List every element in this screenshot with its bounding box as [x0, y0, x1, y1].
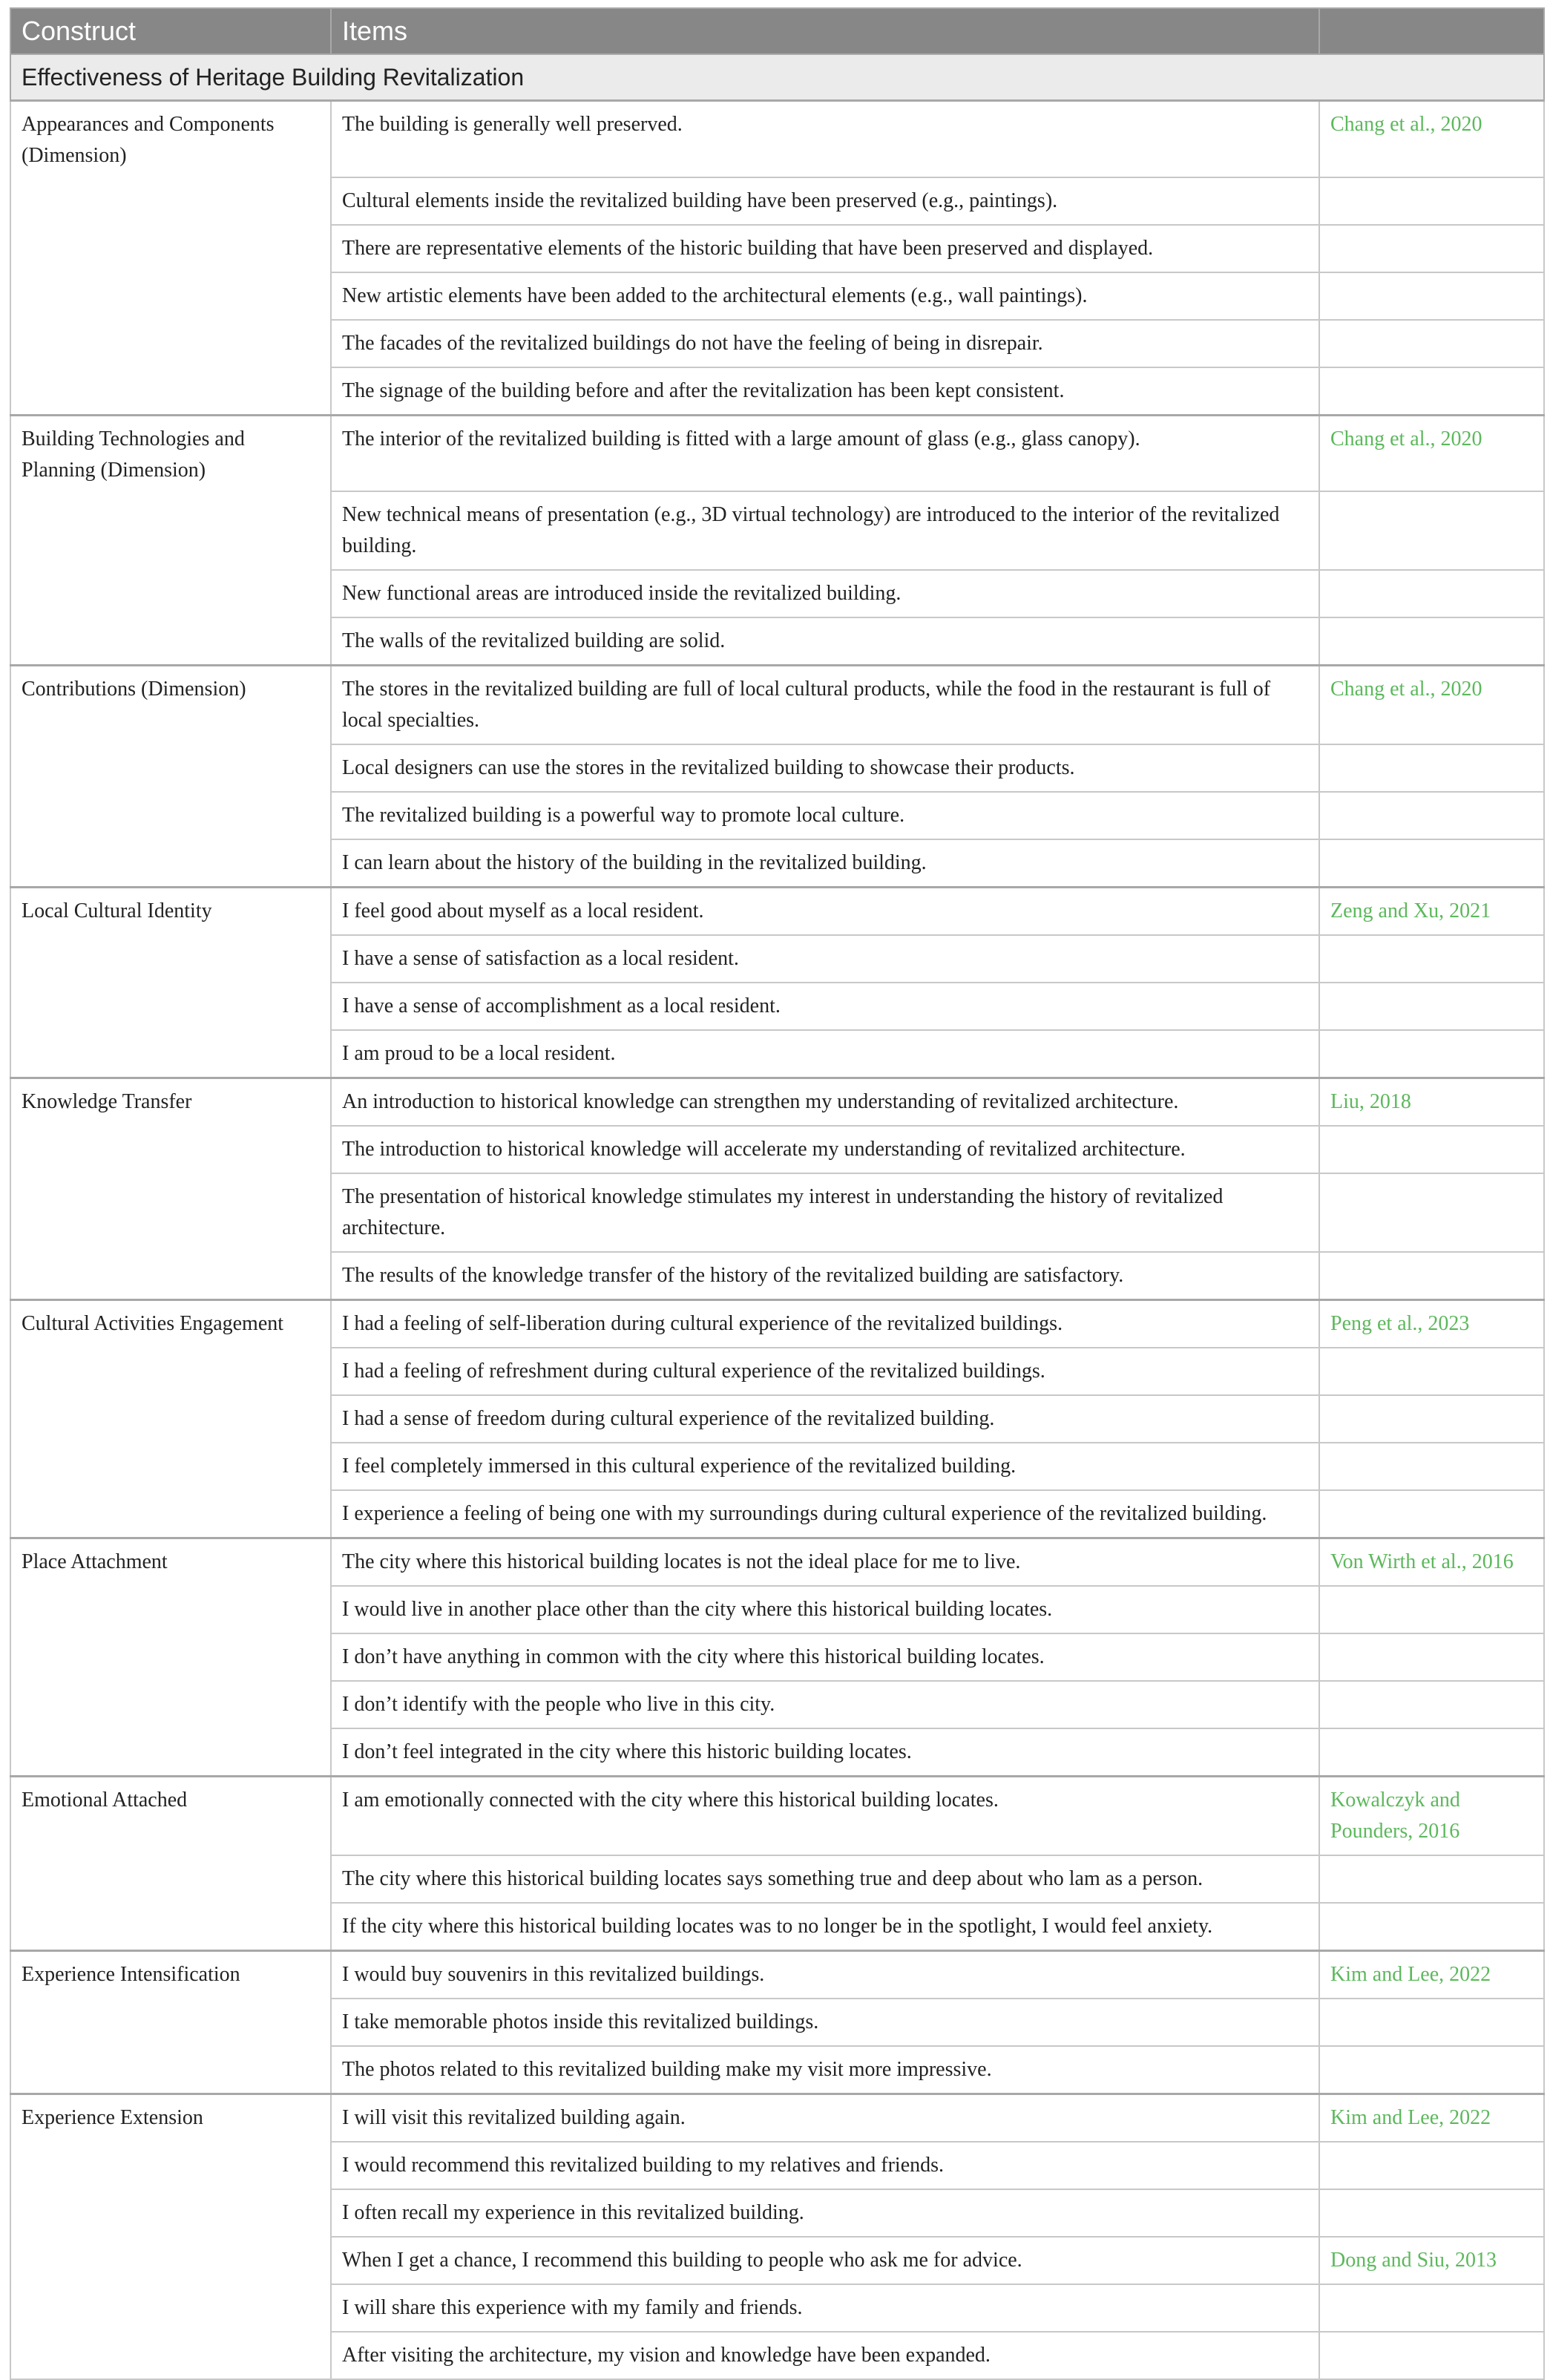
section-title: Effectiveness of Heritage Building Revitalization: [10, 54, 1544, 101]
table-container: [10, 7, 1543, 2380]
reference-cell: Zeng and Xu, 2021: [1319, 888, 1544, 936]
item-cell: The stores in the revitalized building are full of local cultural products, while the food in the restaurant is full of local specialties.: [331, 666, 1319, 745]
reference-cell: Chang et al., 2020: [1319, 415, 1544, 491]
reference-cell: Kim and Lee, 2022: [1319, 1951, 1544, 1999]
item-cell: After visiting the architecture, my vision and knowledge have been expanded.: [331, 2332, 1319, 2379]
table-row: [10, 415, 1544, 491]
header-construct: Construct: [10, 8, 331, 54]
reference-cell: [1319, 320, 1544, 367]
reference-cell: [1319, 1728, 1544, 1777]
item-cell: The revitalized building is a powerful way to promote local culture.: [331, 792, 1319, 839]
item-cell: The building is generally well preserved.: [331, 101, 1319, 177]
reference-cell: [1319, 1030, 1544, 1078]
reference-cell: [1319, 1126, 1544, 1173]
item-cell: I had a feeling of refreshment during cultural experience of the revitalized buildings.: [331, 1348, 1319, 1395]
table-row: [10, 1078, 1544, 1127]
item-cell: There are representative elements of the historic building that have been preserved and displayed.: [331, 225, 1319, 272]
reference-cell: Peng et al., 2023: [1319, 1300, 1544, 1348]
reference-cell: [1319, 1586, 1544, 1633]
item-cell: I will share this experience with my family and friends.: [331, 2284, 1319, 2332]
section-row: [10, 54, 1544, 101]
item-cell: The facades of the revitalized buildings do not have the feeling of being in disrepair.: [331, 320, 1319, 367]
item-cell: Local designers can use the stores in the revitalized building to showcase their products.: [331, 744, 1319, 792]
table-row: [10, 2094, 1544, 2143]
item-cell: I can learn about the history of the building in the revitalized building.: [331, 839, 1319, 888]
reference-cell: [1319, 1490, 1544, 1538]
construct-cell: Cultural Activities Engagement: [10, 1300, 331, 1538]
item-cell: I take memorable photos inside this revitalized buildings.: [331, 1999, 1319, 2046]
table-row: [10, 666, 1544, 745]
construct-cell: Experience Intensification: [10, 1951, 331, 2094]
item-cell: I don’t have anything in common with the city where this historical building locates.: [331, 1633, 1319, 1681]
item-cell: I am emotionally connected with the city where this historical building locates.: [331, 1777, 1319, 1856]
item-cell: I would buy souvenirs in this revitalized buildings.: [331, 1951, 1319, 1999]
reference-cell: [1319, 935, 1544, 983]
item-cell: The introduction to historical knowledge will accelerate my understanding of revitalized architecture.: [331, 1126, 1319, 1173]
construct-cell: Contributions (Dimension): [10, 666, 331, 888]
item-cell: The city where this historical building locates says something true and deep about who lam as a person.: [331, 1855, 1319, 1903]
item-cell: I will visit this revitalized building again.: [331, 2094, 1319, 2143]
reference-cell: [1319, 1999, 1544, 2046]
header-items: Items: [331, 8, 1319, 54]
reference-cell: [1319, 839, 1544, 888]
reference-cell: [1319, 2142, 1544, 2189]
reference-cell: Dong and Siu, 2013: [1319, 2237, 1544, 2284]
item-cell: Cultural elements inside the revitalized building have been preserved (e.g., paintings).: [331, 177, 1319, 225]
reference-cell: [1319, 1633, 1544, 1681]
construct-cell: Place Attachment: [10, 1538, 331, 1777]
item-cell: I would recommend this revitalized building to my relatives and friends.: [331, 2142, 1319, 2189]
reference-cell: Kowalczyk and Pounders, 2016: [1319, 1777, 1544, 1856]
item-cell: The interior of the revitalized building is fitted with a large amount of glass (e.g., glass canopy).: [331, 415, 1319, 491]
item-cell: The presentation of historical knowledge stimulates my interest in understanding the history of revitalized architecture.: [331, 1173, 1319, 1252]
construct-cell: Building Technologies and Planning (Dimension): [10, 415, 331, 666]
table-row: [10, 888, 1544, 936]
item-cell: I have a sense of satisfaction as a local resident.: [331, 935, 1319, 983]
reference-cell: [1319, 2046, 1544, 2094]
item-cell: I often recall my experience in this revitalized building.: [331, 2189, 1319, 2237]
item-cell: I don’t identify with the people who live in this city.: [331, 1681, 1319, 1728]
reference-cell: [1319, 2332, 1544, 2379]
reference-cell: [1319, 2189, 1544, 2237]
table-row: [10, 1777, 1544, 1856]
table-row: [10, 1300, 1544, 1348]
reference-cell: Kim and Lee, 2022: [1319, 2094, 1544, 2143]
table-body: [10, 54, 1544, 2379]
reference-cell: [1319, 491, 1544, 570]
item-cell: I don’t feel integrated in the city where this historic building locates.: [331, 1728, 1319, 1777]
item-cell: I had a sense of freedom during cultural experience of the revitalized building.: [331, 1395, 1319, 1443]
reference-cell: [1319, 1855, 1544, 1903]
item-cell: I would live in another place other than the city where this historical building locates.: [331, 1586, 1319, 1633]
item-cell: I feel completely immersed in this cultural experience of the revitalized building.: [331, 1443, 1319, 1490]
construct-cell: Local Cultural Identity: [10, 888, 331, 1078]
reference-cell: [1319, 1173, 1544, 1252]
table-row: [10, 1951, 1544, 1999]
header-row: [10, 8, 1544, 54]
construct-cell: Knowledge Transfer: [10, 1078, 331, 1300]
item-cell: I feel good about myself as a local resident.: [331, 888, 1319, 936]
item-cell: New technical means of presentation (e.g., 3D virtual technology) are introduced to the interior of the revitalized building.: [331, 491, 1319, 570]
item-cell: The walls of the revitalized building are solid.: [331, 617, 1319, 666]
reference-cell: [1319, 983, 1544, 1030]
item-cell: I had a feeling of self-liberation during cultural experience of the revitalized buildings.: [331, 1300, 1319, 1348]
reference-cell: [1319, 1903, 1544, 1951]
reference-cell: [1319, 225, 1544, 272]
reference-cell: [1319, 1252, 1544, 1300]
constructs-table: [10, 7, 1545, 2380]
reference-cell: [1319, 272, 1544, 320]
reference-cell: [1319, 617, 1544, 666]
reference-cell: [1319, 367, 1544, 416]
reference-cell: Chang et al., 2020: [1319, 101, 1544, 177]
item-cell: I have a sense of accomplishment as a local resident.: [331, 983, 1319, 1030]
table-row: [10, 101, 1544, 177]
reference-cell: [1319, 744, 1544, 792]
item-cell: New functional areas are introduced inside the revitalized building.: [331, 570, 1319, 617]
reference-cell: [1319, 1681, 1544, 1728]
construct-cell: Emotional Attached: [10, 1777, 331, 1951]
item-cell: The city where this historical building locates is not the ideal place for me to live.: [331, 1538, 1319, 1587]
item-cell: If the city where this historical building locates was to no longer be in the spotlight, I would feel anxiety.: [331, 1903, 1319, 1951]
reference-cell: [1319, 177, 1544, 225]
reference-cell: [1319, 1443, 1544, 1490]
item-cell: The signage of the building before and after the revitalization has been kept consistent.: [331, 367, 1319, 416]
construct-cell: Appearances and Components (Dimension): [10, 101, 331, 416]
item-cell: The results of the knowledge transfer of the history of the revitalized building are satisfactory.: [331, 1252, 1319, 1300]
reference-cell: [1319, 1348, 1544, 1395]
header-reference: [1319, 8, 1544, 54]
reference-cell: [1319, 570, 1544, 617]
item-cell: When I get a chance, I recommend this building to people who ask me for advice.: [331, 2237, 1319, 2284]
item-cell: The photos related to this revitalized building make my visit more impressive.: [331, 2046, 1319, 2094]
reference-cell: [1319, 2284, 1544, 2332]
table-row: [10, 1538, 1544, 1587]
reference-cell: Von Wirth et al., 2016: [1319, 1538, 1544, 1587]
item-cell: New artistic elements have been added to the architectural elements (e.g., wall paintings).: [331, 272, 1319, 320]
item-cell: I experience a feeling of being one with my surroundings during cultural experience of the revitalized building.: [331, 1490, 1319, 1538]
reference-cell: Chang et al., 2020: [1319, 666, 1544, 745]
construct-cell: Experience Extension: [10, 2094, 331, 2380]
reference-cell: [1319, 1395, 1544, 1443]
reference-cell: Liu, 2018: [1319, 1078, 1544, 1127]
item-cell: An introduction to historical knowledge can strengthen my understanding of revitalized architecture.: [331, 1078, 1319, 1127]
item-cell: I am proud to be a local resident.: [331, 1030, 1319, 1078]
reference-cell: [1319, 792, 1544, 839]
